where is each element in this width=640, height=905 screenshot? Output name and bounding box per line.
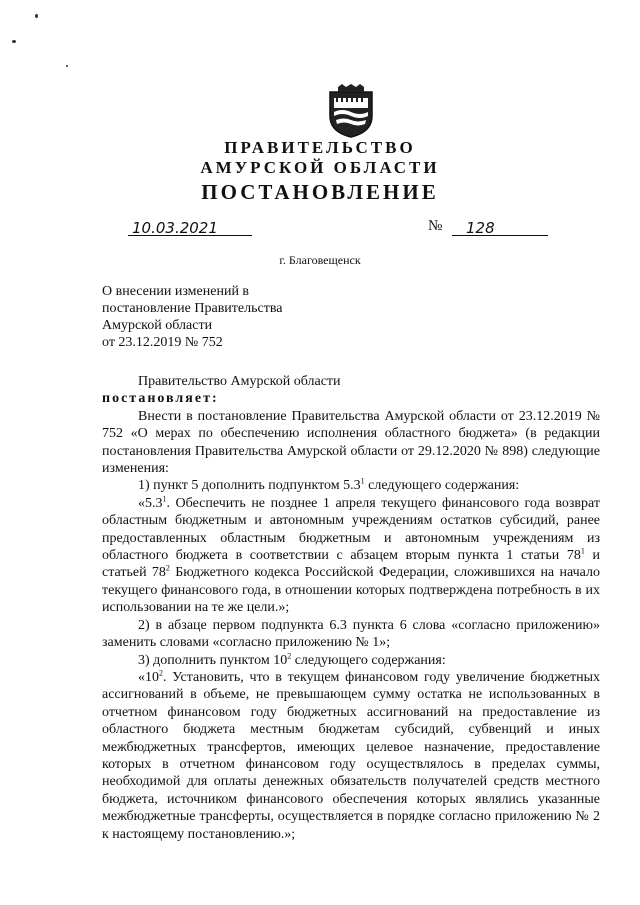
item-3: [102, 652, 600, 669]
organization-name-line1: ПРАВИТЕЛЬСТВО: [224, 138, 416, 157]
paragraph-text: Бюджетного кодекса Российской Федерации, сложившихся на начало текущего финансового года, в отношении которых подтверждена потребность в их использовании на те же цели.»;: [102, 565, 600, 616]
superscript: 2: [287, 650, 292, 660]
subject-line: Амурской области: [102, 318, 213, 333]
item-2: 2) в абзаце первом подпункта 6.3 пункта 6 слова «согласно приложению» заменить словами «согласно приложению № 1»;: [102, 617, 600, 651]
item-1-text: 1) пункт 5 дополнить подпунктом 5.3: [138, 478, 361, 494]
item-3-text: 3) дополнить пунктом 10: [138, 652, 288, 668]
superscript: 1: [162, 494, 167, 504]
document-subject: [102, 283, 362, 351]
organization-name-line2: АМУРСКОЙ ОБЛАСТИ: [200, 158, 440, 177]
subject-line: О внесении изменений в: [102, 284, 250, 299]
superscript: 2: [159, 668, 163, 678]
superscript: 1: [360, 476, 365, 486]
paragraph-5-3-1: [102, 495, 600, 617]
number-label: №: [428, 218, 443, 234]
scan-speck: [66, 65, 68, 67]
subject-line: постановление Правительства: [102, 301, 283, 316]
paragraph-text: . Установить, что в текущем финансовом году увеличение бюджетных ассигнований в объеме, не превышающем сумму остатка не использованных в отчетном финансовом году бюджетных ассигнований на предоставление из областного бюджета местным бюджетам субсидий, субвенций и иных межбюджетных трансфертов, имеющих целевое назначение, предоставление которых в отчетном финансовом году осуществлялось в пределах суммы, необходимой для оплаты денежных обязательств получателей средств местного бюджета, источником финансового обеспечения которых являлись указанные межбюджетные трансферты, осуществляется в порядке согласно приложению № 2 к настоящему постановлению.»;: [102, 669, 600, 842]
amur-oblast-coat-of-arms-icon: [328, 84, 374, 138]
superscript: 1: [580, 546, 585, 556]
paragraph-text: и статьей 78: [102, 548, 600, 581]
city-name: г. Благовещенск: [279, 253, 361, 267]
intro-paragraph: Внести в постановление Правительства Амурской области от 23.12.2019 № 752 «О мерах по обеспечению исполнения областного бюджета» (в редакции постановления Правительства Амурской области от 29.12.2020 № 898) следующие изменения:: [102, 408, 600, 477]
resolves-word: постановляет:: [102, 391, 219, 407]
item-1: [102, 477, 600, 494]
paragraph-number: «10: [138, 669, 159, 685]
issuer-line: Правительство Амурской области: [138, 374, 341, 389]
item-1-text-end: следующего содержания:: [364, 478, 520, 494]
document-body: [102, 373, 600, 843]
document-number: 128: [452, 219, 548, 236]
paragraph-10-2: [102, 669, 600, 843]
scan-speck: [12, 40, 16, 43]
subject-line: от 23.12.2019 № 752: [102, 335, 223, 350]
scan-speck: [35, 14, 38, 18]
superscript: 2: [165, 563, 170, 573]
item-3-text-end: следующего содержания:: [291, 652, 446, 668]
paragraph-number: «5.3: [138, 495, 163, 511]
paragraph-text: . Обеспечить не позднее 1 апреля текущего финансового года возврат областным бюджетным и автономным учреждениям остатков субсидий, ранее предоставленных областным бюджетным и автономным учреждениям из областного бюджета в соответствии с абзацем вторым пункта 1 статьи 78: [102, 495, 600, 564]
document-type-title: ПОСТАНОВЛЕНИЕ: [201, 180, 439, 204]
document-date: 10.03.2021: [128, 219, 252, 236]
